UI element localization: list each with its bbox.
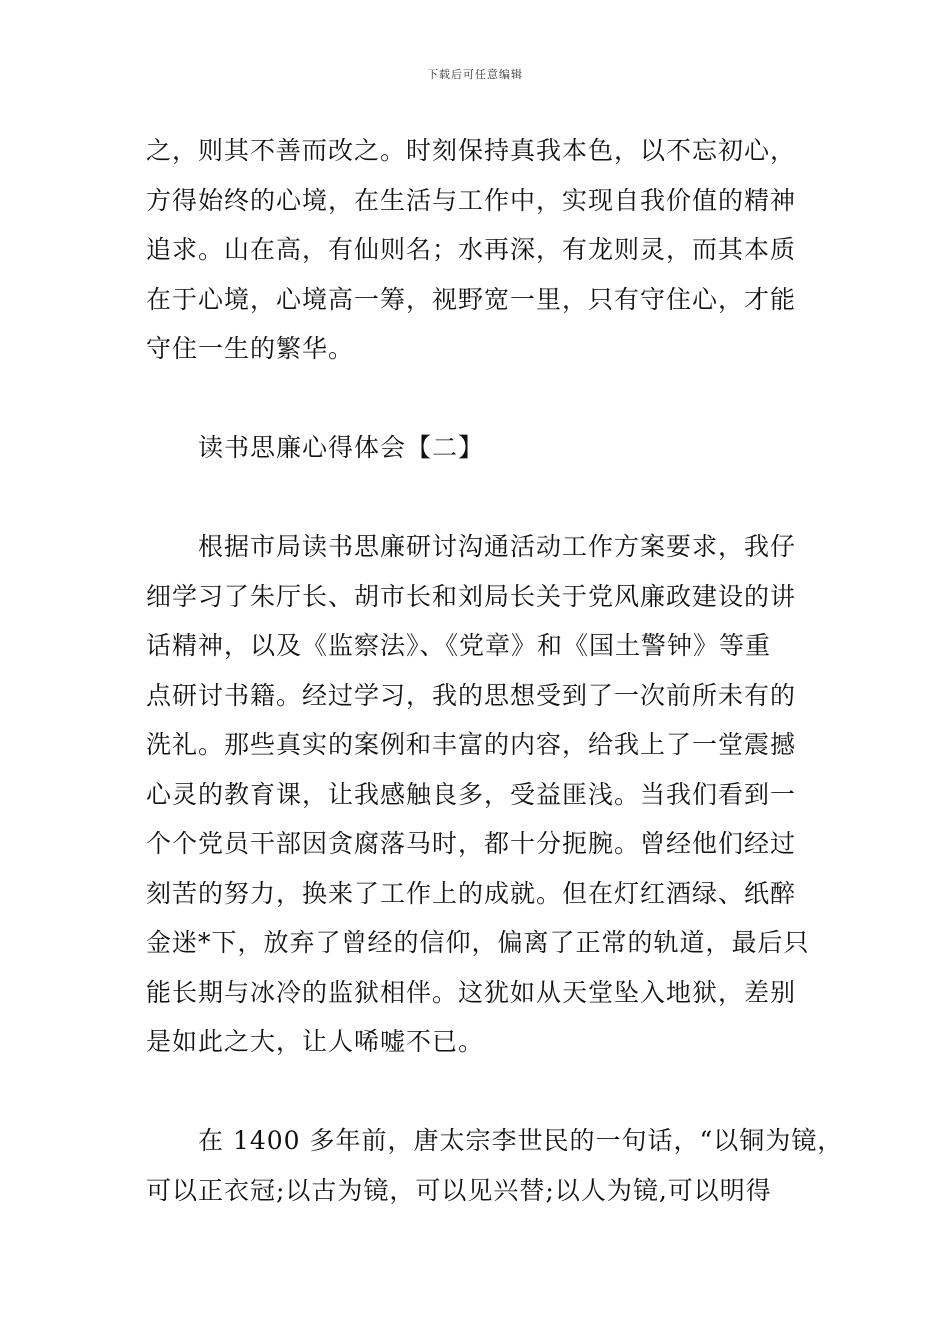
paragraph-3 [146, 1116, 844, 1215]
text-line: 在于心境，心境高一筹，视野宽一里，只有守住心，才能 [146, 284, 797, 314]
text-line: 点研讨书籍。经过学习，我的思想受到了一次前所未有的 [146, 680, 797, 710]
text-line: 能长期与冰冷的监狱相伴。这犹如从天堂坠入地狱，差别 [146, 977, 797, 1007]
text-line: 是如此之大，让人唏嘘不已。 [146, 1027, 485, 1056]
text-line: 话精神，以及《监察法》、《党章》和《国土警钟》等重 [146, 631, 772, 660]
text-line: 根据市局读书思廉研讨沟通活动工作方案要求，我仔 [198, 532, 797, 561]
paragraph-spacer [146, 1067, 816, 1117]
section-title: 读书思廉心得体会【二】 [198, 433, 485, 462]
text-line: 在 1400 多年前，唐太宗李世民的一句话，“以铜为镜， [198, 1126, 844, 1155]
text-line: 心灵的教育课，让我感触良多，受益匪浅。当我们看到一 [146, 779, 797, 809]
text-line: 之，则其不善而改之。时刻保持真我本色，以不忘初心， [146, 136, 797, 165]
text-line: 洗礼。那些真实的案例和丰富的内容，给我上了一堂震撼 [146, 730, 797, 759]
text-line: 追求。山在高，有仙则名；水再深，有龙则灵，而其本质 [146, 235, 797, 264]
text-line: 守住一生的繁华。 [146, 334, 355, 363]
text-line: 金迷*下，放弃了曾经的信仰，偏离了正常的轨道，最后只 [146, 928, 810, 957]
text-line: 方得始终的心境，在生活与工作中，实现自我价值的精神 [146, 185, 797, 215]
paragraph-spacer [146, 473, 816, 523]
document-body [146, 126, 844, 1215]
text-line: 刻苦的努力，换来了工作上的成就。但在灯红酒绿、纸醉 [146, 878, 797, 908]
text-line: 个个党员干部因贪腐落马时，都十分扼腕。曾经他们经过 [146, 829, 797, 858]
paragraph-1 [146, 126, 816, 374]
paragraph-spacer [146, 374, 816, 424]
page-header: 下载后可任意编辑 [427, 68, 523, 81]
paragraph-2 [146, 522, 816, 1067]
text-line: 细学习了朱厅长、胡市长和刘局长关于党风廉政建设的讲 [146, 581, 797, 611]
text-line: 可以正衣冠;以古为镜，可以见兴替;以人为镜,可以明得 [146, 1175, 772, 1205]
